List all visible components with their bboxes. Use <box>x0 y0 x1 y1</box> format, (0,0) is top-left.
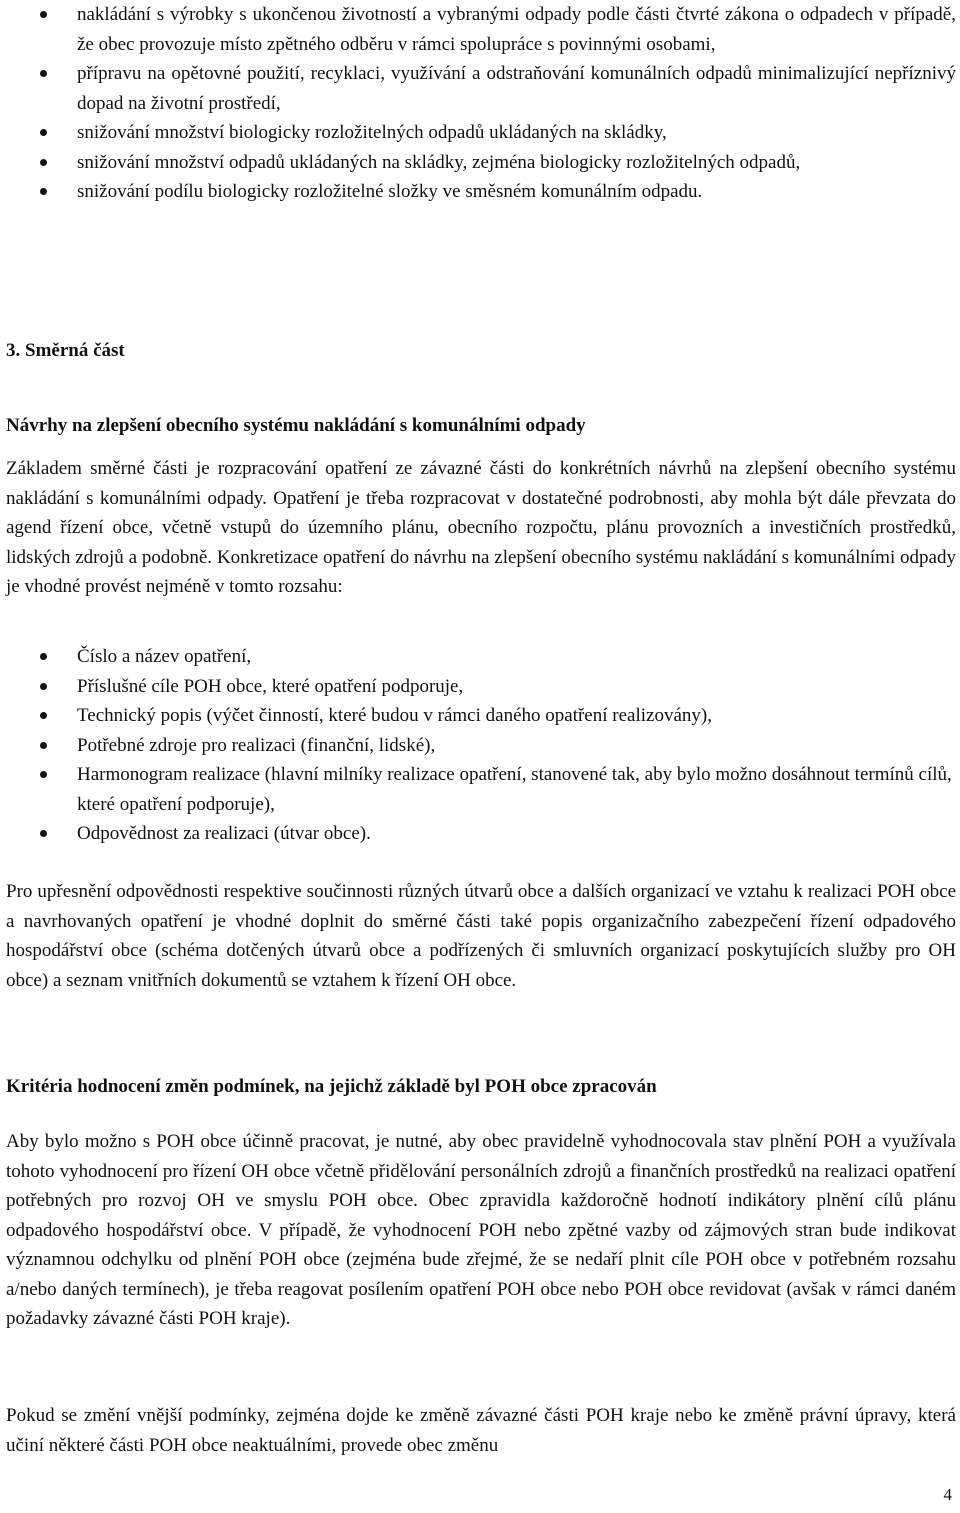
list-item: Odpovědnost za realizaci (útvar obce). <box>6 819 956 849</box>
subsection-heading-navrhy: Návrhy na zlepšení obecního systému nakládání s komunálními odpady <box>6 415 586 436</box>
page-number: 4 <box>943 1485 952 1504</box>
paragraph-aby: Aby bylo možno s POH obce účinně pracovat, je nutné, aby obec pravidelně vyhodnocovala stav plnění POH a využívala tohoto vyhodnocení pro řízení OH obce včetně přidělování personálních zdrojů a finančních prostředků na realizaci opatření potřebných pro rozvoj OH ve smyslu POH obce. Obec zpravidla každoročně hodnotí indikátory plnění cílů plánu odpadového hospodářství obce. V případě, že vyhodnocení POH nebo zpětné vazby od zájmových stran bude indikovat významnou odchylku od plnění POH obce (zejména bude zřejmé, že se nedaří plnit cíle POH obce v potřebném rozsahu a/nebo daných termínech), je třeba reagovat posílením opatření POH obce nebo POH obce revidovat (avšak v rámci daném požadavky závazné části POH kraje). <box>6 1131 956 1329</box>
section-title: 3. Směrná část <box>6 340 125 361</box>
list-item: přípravu na opětovné použití, recyklaci, využívání a odstraňování komunálních odpadů minimalizující nepříznivý dopad na životní prostředí, <box>6 59 956 118</box>
list-item: Technický popis (výčet činností, které budou v rámci daného opatření realizovány), <box>6 701 956 731</box>
list-item: Potřebné zdroje pro realizaci (finanční, lidské), <box>6 731 956 761</box>
paragraph-upresneni: Pro upřesnění odpovědnosti respektive součinnosti různých útvarů obce a dalších organizací ve vztahu k realizaci POH obce a navrhovaných opatření je vhodné doplnit do směrné části také popis organizačního zabezpečení řízení odpadového hospodářství obce (schéma dotčených útvarů obce a podřízených či smluvních organizací poskytujících služby pro OH obce) a seznam vnitřních dokumentů se vztahem k řízení OH obce. <box>6 881 956 991</box>
measures-bullet-list <box>6 642 956 849</box>
paragraph-pokud: Pokud se změní vnější podmínky, zejména dojde ke změně závazné části POH kraje nebo ke změně právní úpravy, která učiní některé části POH obce neaktuálními, provede obec změnu <box>6 1405 956 1456</box>
subsection-heading-kriteria: Kritéria hodnocení změn podmínek, na jejichž základě byl POH obce zpracován <box>6 1076 657 1097</box>
list-item: snižování množství biologicky rozložitelných odpadů ukládaných na skládky, <box>6 118 956 148</box>
list-item: Příslušné cíle POH obce, které opatření podporuje, <box>6 672 956 702</box>
paragraph-zakladem: Základem směrné části je rozpracování opatření ze závazné části do konkrétních návrhů na zlepšení obecního systému nakládání s komunálními odpady. Opatření je třeba rozpracovat v dostatečné podrobnosti, aby mohla být dále převzata do agend řízení obce, včetně vstupů do územního plánu, obecního rozpočtu, plánu provozních a investičních prostředků, lidských zdrojů a podobně. Konkretizace opatření do návrhu na zlepšení obecního systému nakládání s komunálními odpady je vhodné provést nejméně v tomto rozsahu: <box>6 458 956 597</box>
list-item: Harmonogram realizace (hlavní milníky realizace opatření, stanovené tak, aby bylo možno dosáhnout termínů cílů, které opatření podporuje), <box>6 760 956 819</box>
list-item: snižování množství odpadů ukládaných na skládky, zejména biologicky rozložitelných odpadů, <box>6 148 956 178</box>
list-item: snižování podílu biologicky rozložitelné složky ve směsném komunálním odpadu. <box>6 177 956 207</box>
list-item: nakládání s výrobky s ukončenou životností a vybranými odpady podle části čtvrté zákona o odpadech v případě, že obec provozuje místo zpětného odběru v rámci spolupráce s povinnými osobami, <box>6 0 956 59</box>
obligations-bullet-list <box>6 0 956 207</box>
list-item: Číslo a název opatření, <box>6 642 956 672</box>
